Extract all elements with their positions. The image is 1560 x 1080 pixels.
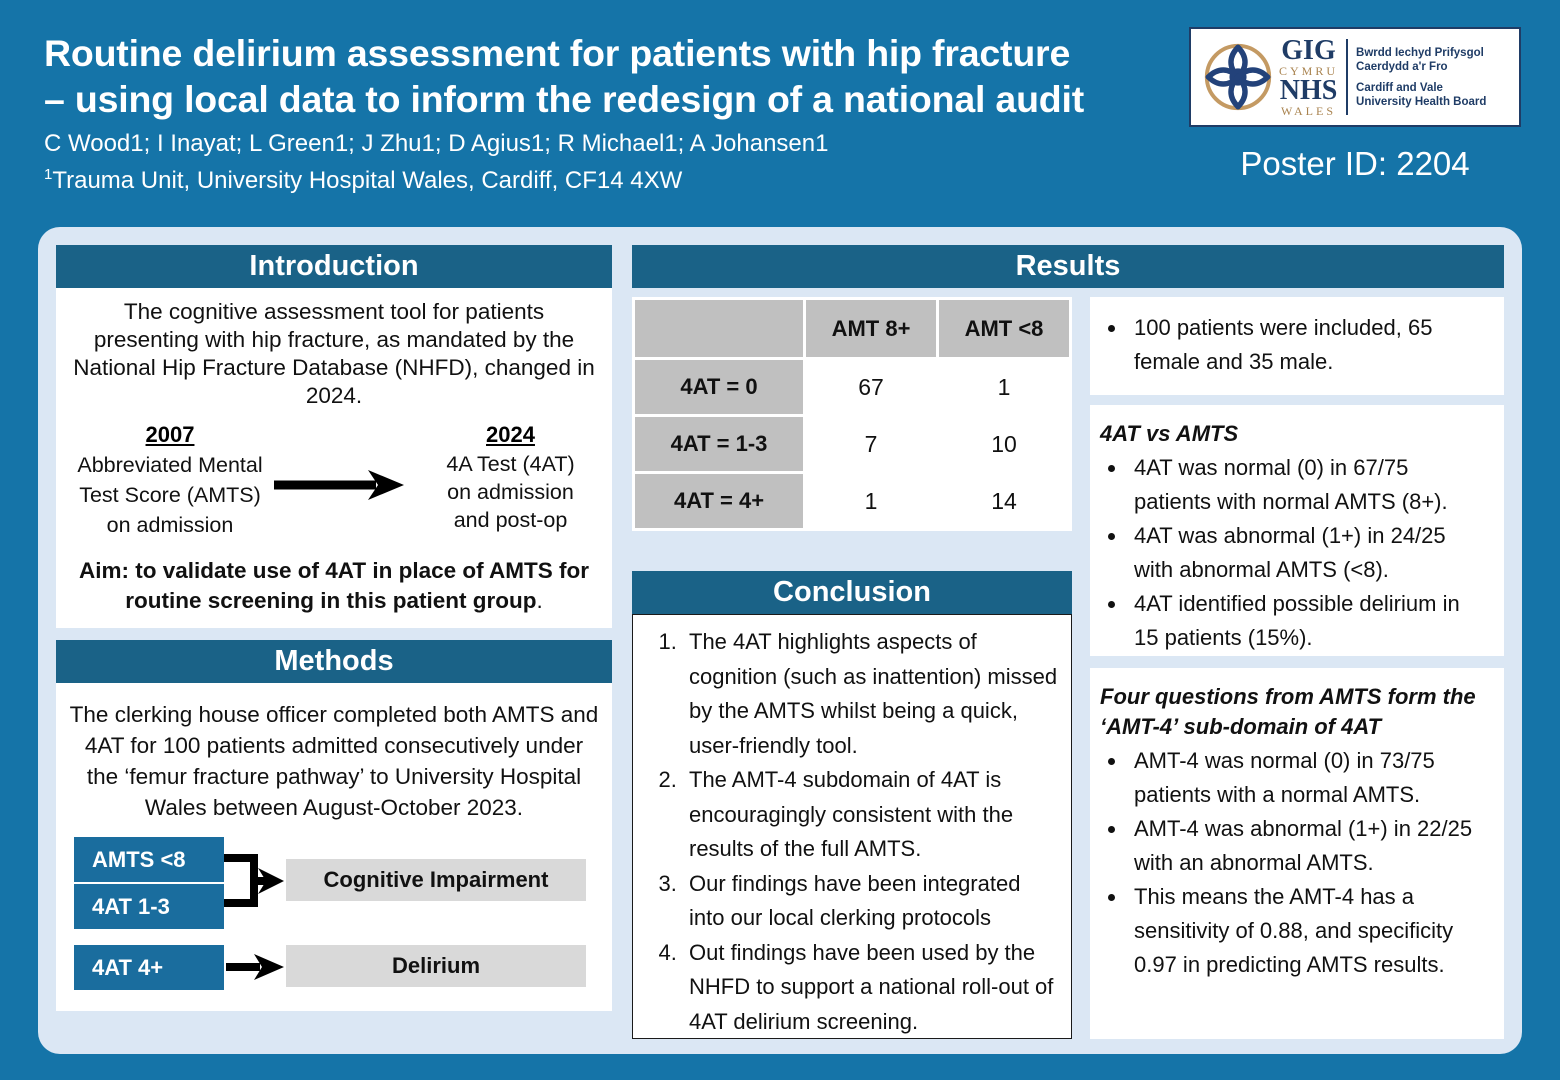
author-list: C Wood1; I Inayat; L Green1; J Zhu1; D Agius1; R Michael1; A Johansen1 bbox=[44, 130, 829, 157]
table-cell-4at0-amt8plus: 67 bbox=[806, 360, 936, 414]
results-table bbox=[632, 297, 1072, 531]
table-row-header-4at-4plus: 4AT = 4+ bbox=[635, 474, 803, 528]
section-header-conclusion: Conclusion bbox=[632, 571, 1072, 614]
aim-period: . bbox=[536, 588, 543, 613]
intro-2007-line3: on admission bbox=[106, 513, 234, 537]
logo-gig-text: GIG bbox=[1281, 35, 1336, 66]
flow-outcome-delirium: Delirium bbox=[286, 945, 586, 987]
list-item: • 4AT was normal (0) in 67/75 patients with normal AMTS (8+). bbox=[1128, 451, 1490, 519]
section-header-methods: Methods bbox=[56, 640, 612, 683]
table-col-header-amt8plus: AMT 8+ bbox=[806, 300, 936, 357]
list-item: • 4AT was abnormal (1+) in 24/25 with abnormal AMTS (<8). bbox=[1128, 519, 1490, 587]
conclusion-panel bbox=[632, 614, 1072, 1039]
poster-header bbox=[0, 0, 1560, 222]
methods-flow-arrows-icon bbox=[68, 837, 598, 997]
intro-timeline-2024 bbox=[423, 422, 598, 534]
table-row-header-4at-1-3: 4AT = 1-3 bbox=[635, 417, 803, 471]
table-header-row bbox=[635, 300, 1069, 357]
table-row bbox=[635, 360, 1069, 414]
logo-nhs-text: NHS bbox=[1279, 75, 1338, 106]
introduction-panel bbox=[56, 288, 612, 628]
methods-lead-text: The clerking house officer completed both AMTS and 4AT for 100 patients admitted consecutively under the ‘femur fracture pathway’ to University Hospital Wales between August-October 2023. bbox=[69, 702, 599, 820]
poster-title-line1: Routine delirium assessment for patients with hip fracture bbox=[44, 32, 1071, 74]
gig-nhs-wordmark bbox=[1277, 37, 1342, 117]
nhs-wales-logo bbox=[1189, 27, 1521, 127]
affiliation-superscript: 1 bbox=[44, 166, 53, 183]
results-card-overview bbox=[1090, 297, 1504, 395]
table-row bbox=[635, 474, 1069, 528]
logo-wales-text: WALES bbox=[1281, 104, 1336, 118]
list-item: • 100 patients were included, 65 female and 35 male. bbox=[1128, 311, 1490, 379]
list-item: • This means the AMT-4 has a sensitivity of 0.88, and specificity 0.97 in predicting AMTS results. bbox=[1128, 880, 1490, 982]
welsh-name-line1: Bwrdd Iechyd Prifysgol bbox=[1356, 46, 1484, 59]
intro-year-2007: 2007 bbox=[145, 422, 195, 447]
list-item: • 4AT identified possible delirium in 15 patients (15%). bbox=[1128, 587, 1490, 655]
table-row bbox=[635, 417, 1069, 471]
poster-body bbox=[38, 227, 1522, 1054]
health-board-name bbox=[1356, 46, 1486, 109]
intro-arrow-icon bbox=[272, 422, 422, 502]
intro-2024-line3: and post-op bbox=[453, 508, 568, 532]
table-corner-cell bbox=[635, 300, 803, 357]
affiliation-text: Trauma Unit, University Hospital Wales, Cardiff, CF14 4XW bbox=[52, 167, 683, 194]
welsh-name-line2: Caerdydd a'r Fro bbox=[1356, 60, 1448, 73]
list-item: 3. Our findings have been integrated into our local clerking protocols bbox=[683, 867, 1059, 936]
table-cell-4at13-amtlt8: 10 bbox=[939, 417, 1069, 471]
table-cell-4at13-amt8plus: 7 bbox=[806, 417, 936, 471]
list-item: 1. The 4AT highlights aspects of cognition (such as inattention) missed by the AMTS whilst being a quick, user-friendly tool. bbox=[683, 625, 1059, 763]
overview-bullet-list bbox=[1100, 311, 1490, 379]
list-item: • AMT-4 was abnormal (1+) in 22/25 with an abnormal AMTS. bbox=[1128, 812, 1490, 880]
flow-box-amts-lt8: AMTS <8 bbox=[74, 837, 224, 882]
table-cell-4at4-amtlt8: 14 bbox=[939, 474, 1069, 528]
aim-bold-text: Aim: to validate use of 4AT in place of AMTS for routine screening in this patient group bbox=[78, 558, 590, 613]
methods-panel bbox=[56, 683, 612, 1011]
title-block bbox=[44, 30, 1174, 196]
affiliation bbox=[44, 159, 1174, 196]
amt4-bullet-list bbox=[1100, 744, 1490, 982]
intro-year-2024: 2024 bbox=[486, 422, 535, 447]
card-subheading-amt4: Four questions from AMTS form the ‘AMT-4’ sub-domain of 4AT bbox=[1100, 684, 1476, 739]
intro-timeline-diagram bbox=[70, 422, 598, 540]
section-header-introduction: Introduction bbox=[56, 245, 612, 288]
results-card-4at-vs-amts bbox=[1090, 405, 1504, 656]
flow-outcome-cognitive-impairment: Cognitive Impairment bbox=[286, 859, 586, 901]
table-cell-4at4-amt8plus: 1 bbox=[806, 474, 936, 528]
list-item: 2. The AMT-4 subdomain of 4AT is encouragingly consistent with the results of the full AMTS. bbox=[683, 763, 1059, 867]
intro-2007-line1: Abbreviated Mental bbox=[77, 453, 263, 477]
introduction-lead-text: The cognitive assessment tool for patients presenting with hip fracture, as mandated by the National Hip Fracture Database (NHFD), changed in 2024. bbox=[73, 299, 595, 408]
intro-timeline-2007 bbox=[70, 422, 270, 540]
poster-title-line2: – using local data to inform the redesign of a national audit bbox=[44, 78, 1084, 120]
table-col-header-amtlt8: AMT <8 bbox=[939, 300, 1069, 357]
aim-statement bbox=[70, 556, 598, 616]
table-cell-4at0-amtlt8: 1 bbox=[939, 360, 1069, 414]
card-subheading-4at-vs-amts: 4AT vs AMTS bbox=[1100, 421, 1239, 446]
flow-box-4at-1-3: 4AT 1-3 bbox=[74, 884, 224, 929]
left-column bbox=[56, 245, 612, 1011]
4at-vs-amts-bullet-list bbox=[1100, 451, 1490, 655]
poster-id: Poster ID: 2204 bbox=[1240, 145, 1470, 182]
english-name-line1: Cardiff and Vale bbox=[1356, 81, 1443, 94]
table-row-header-4at-0: 4AT = 0 bbox=[635, 360, 803, 414]
list-item: 4. Out findings have been used by the NHFD to support a national roll-out of 4AT delirium screening. bbox=[683, 936, 1059, 1040]
flow-box-4at-4plus: 4AT 4+ bbox=[74, 945, 224, 990]
celtic-knot-icon bbox=[1199, 38, 1277, 116]
logo-divider bbox=[1346, 39, 1348, 115]
results-card-amt4 bbox=[1090, 668, 1504, 1039]
section-header-results: Results bbox=[632, 245, 1504, 288]
conclusion-list bbox=[643, 625, 1059, 1039]
intro-2007-line2: Test Score (AMTS) bbox=[79, 483, 261, 507]
logo-cymru-text: CYMRU bbox=[1279, 64, 1339, 78]
intro-2024-line1: 4A Test (4AT) bbox=[446, 452, 575, 476]
list-item: • AMT-4 was normal (0) in 73/75 patients with a normal AMTS. bbox=[1128, 744, 1490, 812]
methods-flowchart bbox=[68, 837, 600, 997]
intro-2024-line2: on admission bbox=[447, 480, 574, 504]
english-name-line2: University Health Board bbox=[1356, 95, 1487, 108]
